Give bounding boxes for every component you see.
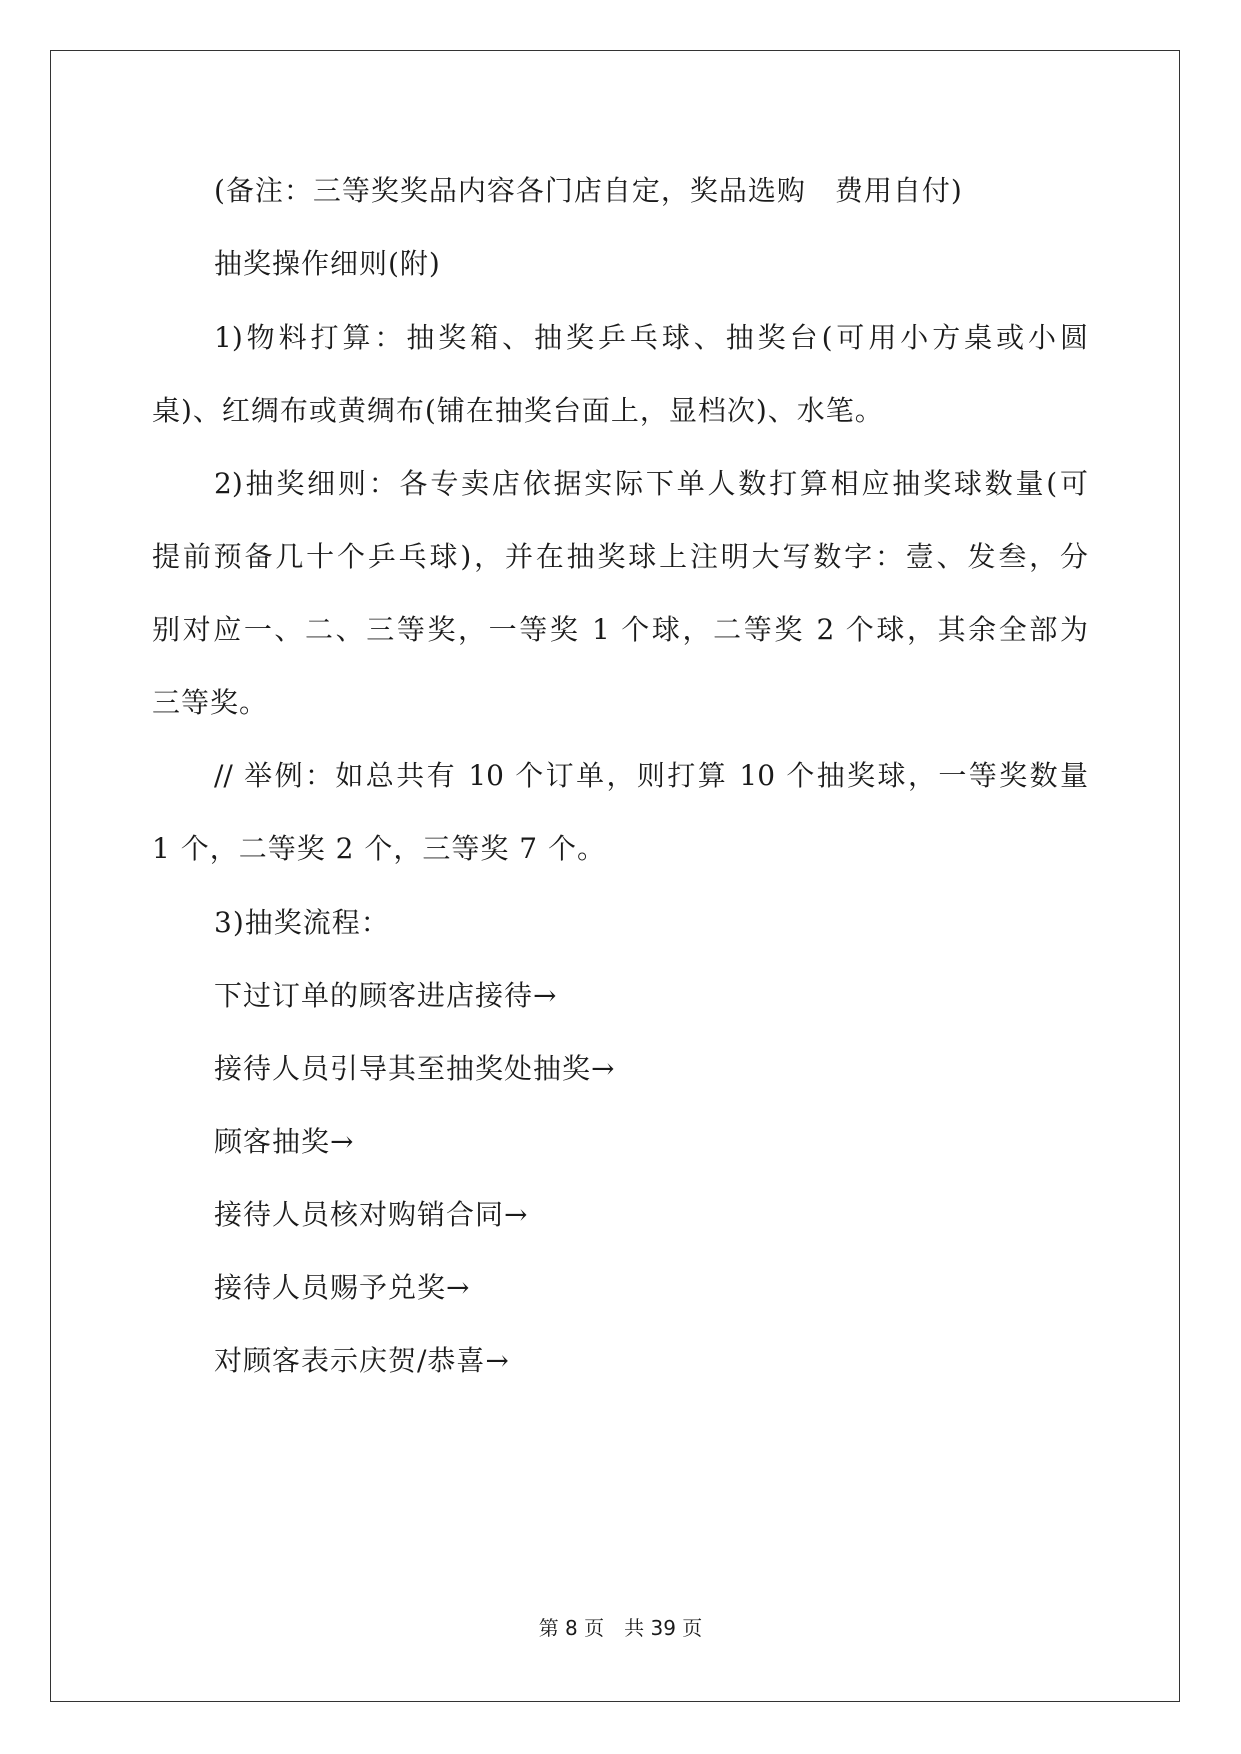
paragraph-line: 2)抽奖细则：各专卖店依据实际下单人数打算相应抽奖球数量(可: [214, 467, 1088, 500]
paragraph-line: 1 个，二等奖 2 个，三等奖 7 个。: [152, 832, 606, 865]
paragraph-line: // 举例：如总共有 10 个订单，则打算 10 个抽奖球，一等奖数量: [214, 759, 1088, 792]
page-footer: [0, 1614, 1241, 1642]
page-number: 第 8 页 共 39 页: [538, 1616, 703, 1640]
page-border: [50, 50, 1180, 1702]
flow-step: 下过订单的顾客进店接待→: [214, 979, 558, 1012]
flow-step: 接待人员核对购销合同→: [214, 1198, 529, 1231]
paragraph-line: 桌)、红绸布或黄绸布(铺在抽奖台面上，显档次)、水笔。: [152, 394, 884, 427]
paragraph-line: 别对应一、二、三等奖，一等奖 1 个球，二等奖 2 个球，其余全部为: [152, 613, 1088, 646]
flow-step: 对顾客表示庆贺/恭喜→: [214, 1344, 510, 1377]
paragraph-line: 三等奖。: [152, 686, 269, 719]
flow-step: 接待人员赐予兑奖→: [214, 1271, 471, 1304]
flow-step: 顾客抽奖→: [214, 1125, 355, 1158]
section-heading: 抽奖操作细则(附): [214, 247, 441, 280]
flow-step: 接待人员引导其至抽奖处抽奖→: [214, 1052, 616, 1085]
paragraph-line: 1)物料打算：抽奖箱、抽奖乒乓球、抽奖台(可用小方桌或小圆: [214, 321, 1088, 354]
note-line: (备注：三等奖奖品内容各门店自定，奖品选购 费用自付): [214, 174, 963, 207]
paragraph-line: 提前预备几十个乒乓球)，并在抽奖球上注明大写数字：壹、发叁，分: [152, 540, 1088, 573]
step-heading: 3)抽奖流程：: [214, 906, 390, 939]
